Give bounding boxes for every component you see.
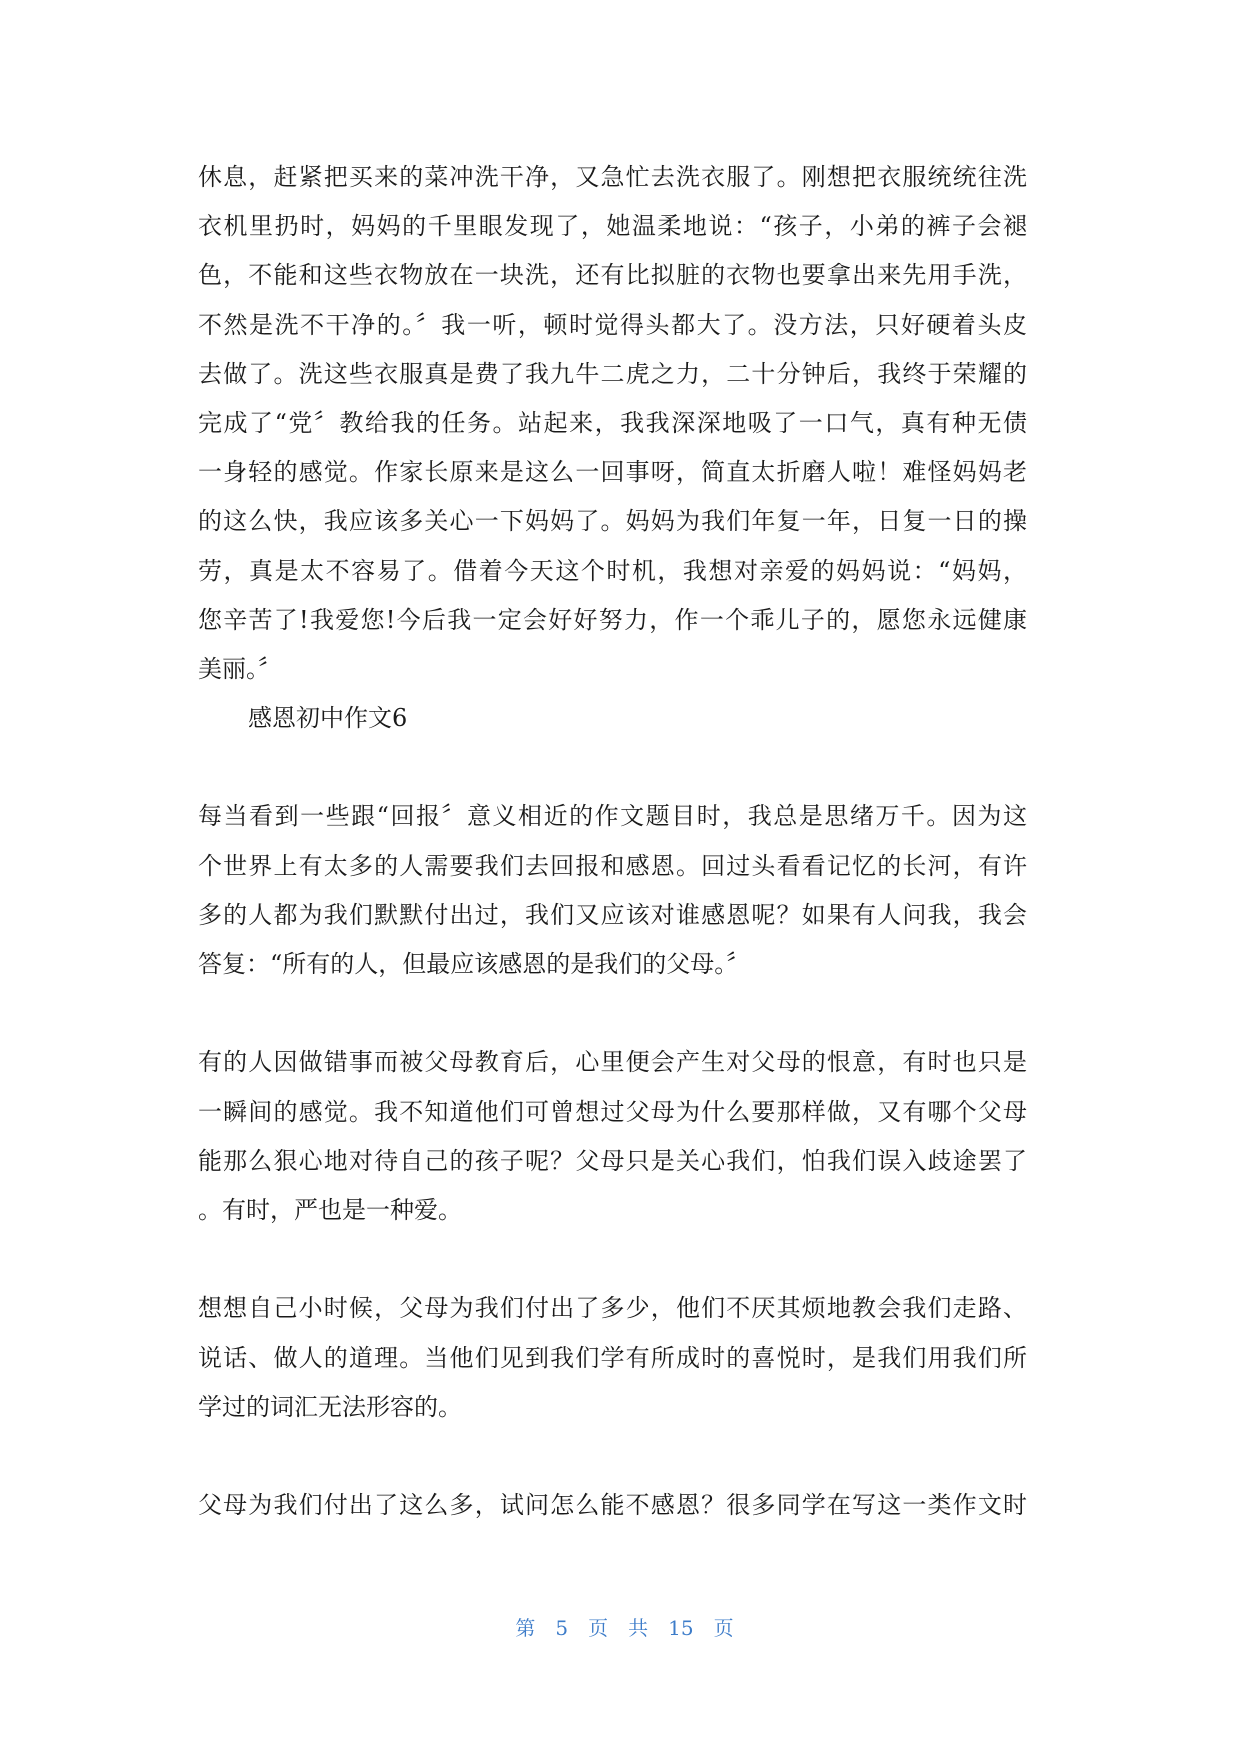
paragraph [198, 1284, 1027, 1432]
paragraph [198, 1481, 1027, 1530]
document-body [198, 153, 1027, 1530]
section-heading: 感恩初中作文6 [248, 704, 408, 733]
page-number-prefix: 第 [515, 1616, 536, 1640]
text-line: 有的人因做错事而被父母教育后，心里便会产生对父母的恨意，有时也只是 [198, 1048, 1027, 1077]
text-line: 休息，赶紧把买来的菜冲洗干净，又急忙去洗衣服了。刚想把衣服统统往洗 [198, 163, 1027, 191]
text-line: 您辛苦了!我爱您!今后我一定会好好努力，作一个乖儿子的，愿您永远健康 [198, 605, 1027, 634]
text-line: 。有时，严也是一种爱。 [198, 1195, 462, 1224]
text-line: 说话、做人的道理。当他们见到我们学有所成时的喜悦时，是我们用我们所 [198, 1343, 1027, 1372]
text-line: 衣机里扔时，妈妈的千里眼发现了，她温柔地说：“孩子，小弟的裤子会褪 [198, 212, 1027, 241]
text-line: 个世界上有太多的人需要我们去回报和感恩。回过头看看记忆的长河，有许 [198, 851, 1027, 880]
continued-paragraph [198, 153, 1027, 694]
text-line: 想想自己小时候，父母为我们付出了多少，他们不厌其烦地教会我们走路、 [198, 1294, 1027, 1323]
text-line: 色，不能和这些衣物放在一块洗，还有比拟脏的衣物也要拿出来先用手洗， [198, 261, 1027, 290]
text-line: 每当看到一些跟“回报〞意义相近的作文题目时，我总是思绪万千。因为这 [198, 802, 1027, 831]
text-line: 美丽。〞 [198, 654, 282, 683]
paragraph [198, 1038, 1027, 1235]
text-line: 的这么快，我应该多关心一下妈妈了。妈妈为我们年复一年，日复一日的操 [198, 507, 1027, 536]
text-line: 多的人都为我们默默付出过，我们又应该对谁感恩呢？如果有人问我，我会 [198, 900, 1027, 929]
paragraph [198, 792, 1027, 989]
current-page-number: 5 [555, 1616, 569, 1640]
text-line: 不然是洗不干净的。〞我一听，顿时觉得头都大了。没方法，只好硬着头皮 [198, 310, 1027, 339]
total-pages-number: 15 [668, 1616, 694, 1640]
text-line: 完成了“党〞教给我的任务。站起来，我我深深地吸了一口气，真有种无债 [198, 408, 1027, 437]
text-line: 学过的词汇无法形容的。 [198, 1392, 462, 1421]
page-footer [4, 1614, 1241, 1642]
total-pages-suffix: 页 [713, 1616, 734, 1640]
total-pages-prefix: 共 [628, 1616, 649, 1640]
text-line: 去做了。洗这些衣服真是费了我九牛二虎之力，二十分钟后，我终于荣耀的 [198, 359, 1027, 388]
text-line: 能那么狠心地对待自己的孩子呢？父母只是关心我们，怕我们误入歧途罢了 [198, 1146, 1027, 1175]
text-line: 一身轻的感觉。作家长原来是这么一回事呀，简直太折磨人啦！难怪妈妈老 [198, 458, 1027, 487]
text-line: 一瞬间的感觉。我不知道他们可曾想过父母为什么要那样做，又有哪个父母 [198, 1097, 1027, 1126]
text-line: 劳，真是太不容易了。借着今天这个时机，我想对亲爱的妈妈说：“妈妈， [198, 556, 1027, 585]
text-line: 答复：“所有的人，但最应该感恩的是我们的父母。〞 [198, 950, 751, 978]
text-line: 父母为我们付出了这么多，试问怎么能不感恩？很多同学在写这一类作文时 [198, 1491, 1027, 1520]
page-number-suffix: 页 [588, 1616, 609, 1640]
